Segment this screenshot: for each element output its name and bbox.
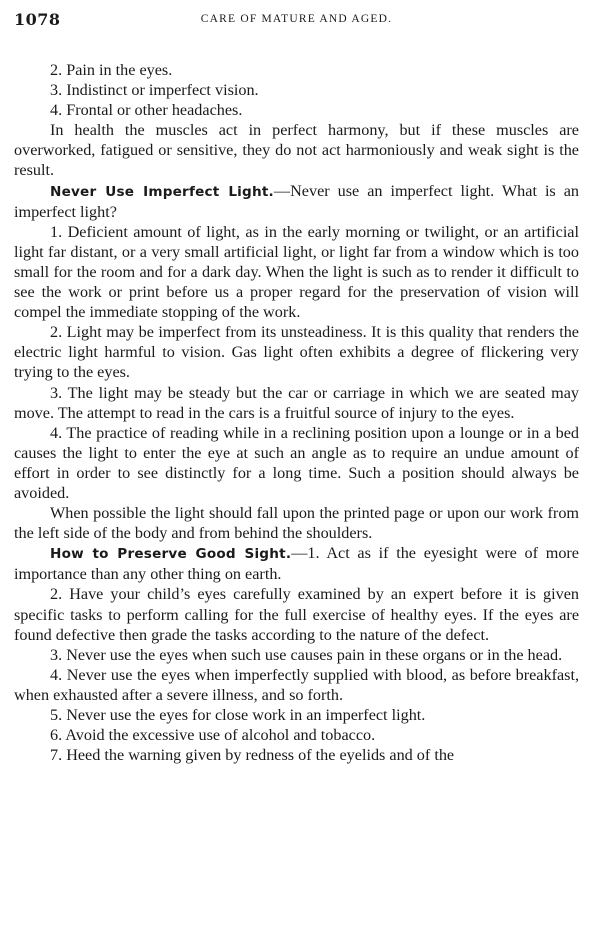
- paragraph: [14, 222, 579, 322]
- paragraph-text: 2. Light may be imperfect from its unsteadiness. It is this quality that renders the electric light harmful to vision. Gas light often exhibits a degree of flickering very trying to the eyes.: [14, 323, 579, 382]
- list-item: [14, 705, 579, 725]
- paragraph-text: 2. Pain in the eyes.: [50, 61, 173, 79]
- page-number: 1078: [14, 10, 61, 29]
- paragraph: [14, 423, 579, 503]
- paragraph: [14, 645, 579, 665]
- paragraph: [14, 543, 579, 584]
- page-body: [14, 60, 579, 765]
- section-heading: Never Use Imperfect Light.: [50, 183, 274, 200]
- paragraph-text: 5. Never use the eyes for close work in an imperfect light.: [50, 706, 426, 724]
- paragraph: [14, 322, 579, 382]
- paragraph-text: —Never use an imperfect light. What is an imperfect light?: [14, 181, 580, 221]
- paragraph-text: 4. Never use the eyes when imperfectly supplied with blood, as before breakfast, when exhausted after a severe illness, and so forth.: [14, 665, 579, 704]
- list-item: [14, 80, 579, 100]
- paragraph: [14, 503, 579, 543]
- paragraph-text: 1. Deficient amount of light, as in the early morning or twilight, or an artificial light far distant, or a very small artificial light, or light far from a window which is too small for the room and for a dark day. When the light is such as to render it difficult to see the work or print before us a proper regard for the preservation of vision will compel the immediate stopping of the work.: [14, 222, 579, 322]
- paragraph-text: 4. Frontal or other headaches.: [50, 101, 243, 120]
- paragraph: [14, 383, 579, 423]
- section-heading: How to Preserve Good Sight.: [50, 546, 292, 563]
- paragraph-text: 3. Indistinct or imperfect vision.: [50, 81, 259, 100]
- paragraph-text: When possible the light should fall upon the printed page or upon our work from the left side of the body and from behind the shoulders.: [14, 504, 579, 543]
- paragraph-text: 4. The practice of reading while in a reclining position upon a lounge or in a bed causes the light to enter the eye at such an angle as to require an undue amount of effort in order to see distinctly for a long time. Such a position should always be avoided.: [14, 423, 579, 502]
- list-item: [14, 725, 579, 745]
- list-item: [14, 60, 579, 80]
- page-header: [14, 10, 579, 32]
- paragraph-text: In health the muscles act in perfect harmony, but if these muscles are overworked, fatigued or sensitive, they do not act harmoniously and weak sight is the result.: [14, 121, 579, 180]
- paragraph-text: 6. Avoid the excessive use of alcohol and tobacco.: [50, 726, 376, 745]
- paragraph-text: —1. Act as if the eyesight were of more importance than any other thing on earth.: [14, 544, 579, 584]
- paragraph: [14, 584, 579, 644]
- paragraph: [14, 665, 579, 705]
- paragraph-text: 2. Have your child’s eyes carefully examined by an expert before it is given specific tasks to perform calling for the full exercise of healthy eyes. If the eyes are found defective then grade the tasks according to the nature of the defect.: [14, 585, 579, 644]
- paragraph: [14, 181, 579, 222]
- paragraph: [14, 120, 579, 180]
- paragraph: [14, 745, 579, 765]
- paragraph-text: 7. Heed the warning given by redness of the eyelids and of the: [50, 746, 455, 765]
- running-title: CARE OF MATURE AND AGED.: [200, 13, 393, 25]
- list-item: [14, 100, 579, 120]
- paragraph-text: 3. Never use the eyes when such use causes pain in these organs or in the head.: [50, 645, 563, 664]
- paragraph-text: 3. The light may be steady but the car or carriage in which we are seated may move. The attempt to read in the cars is a fruitful source of injury to the eyes.: [14, 383, 579, 422]
